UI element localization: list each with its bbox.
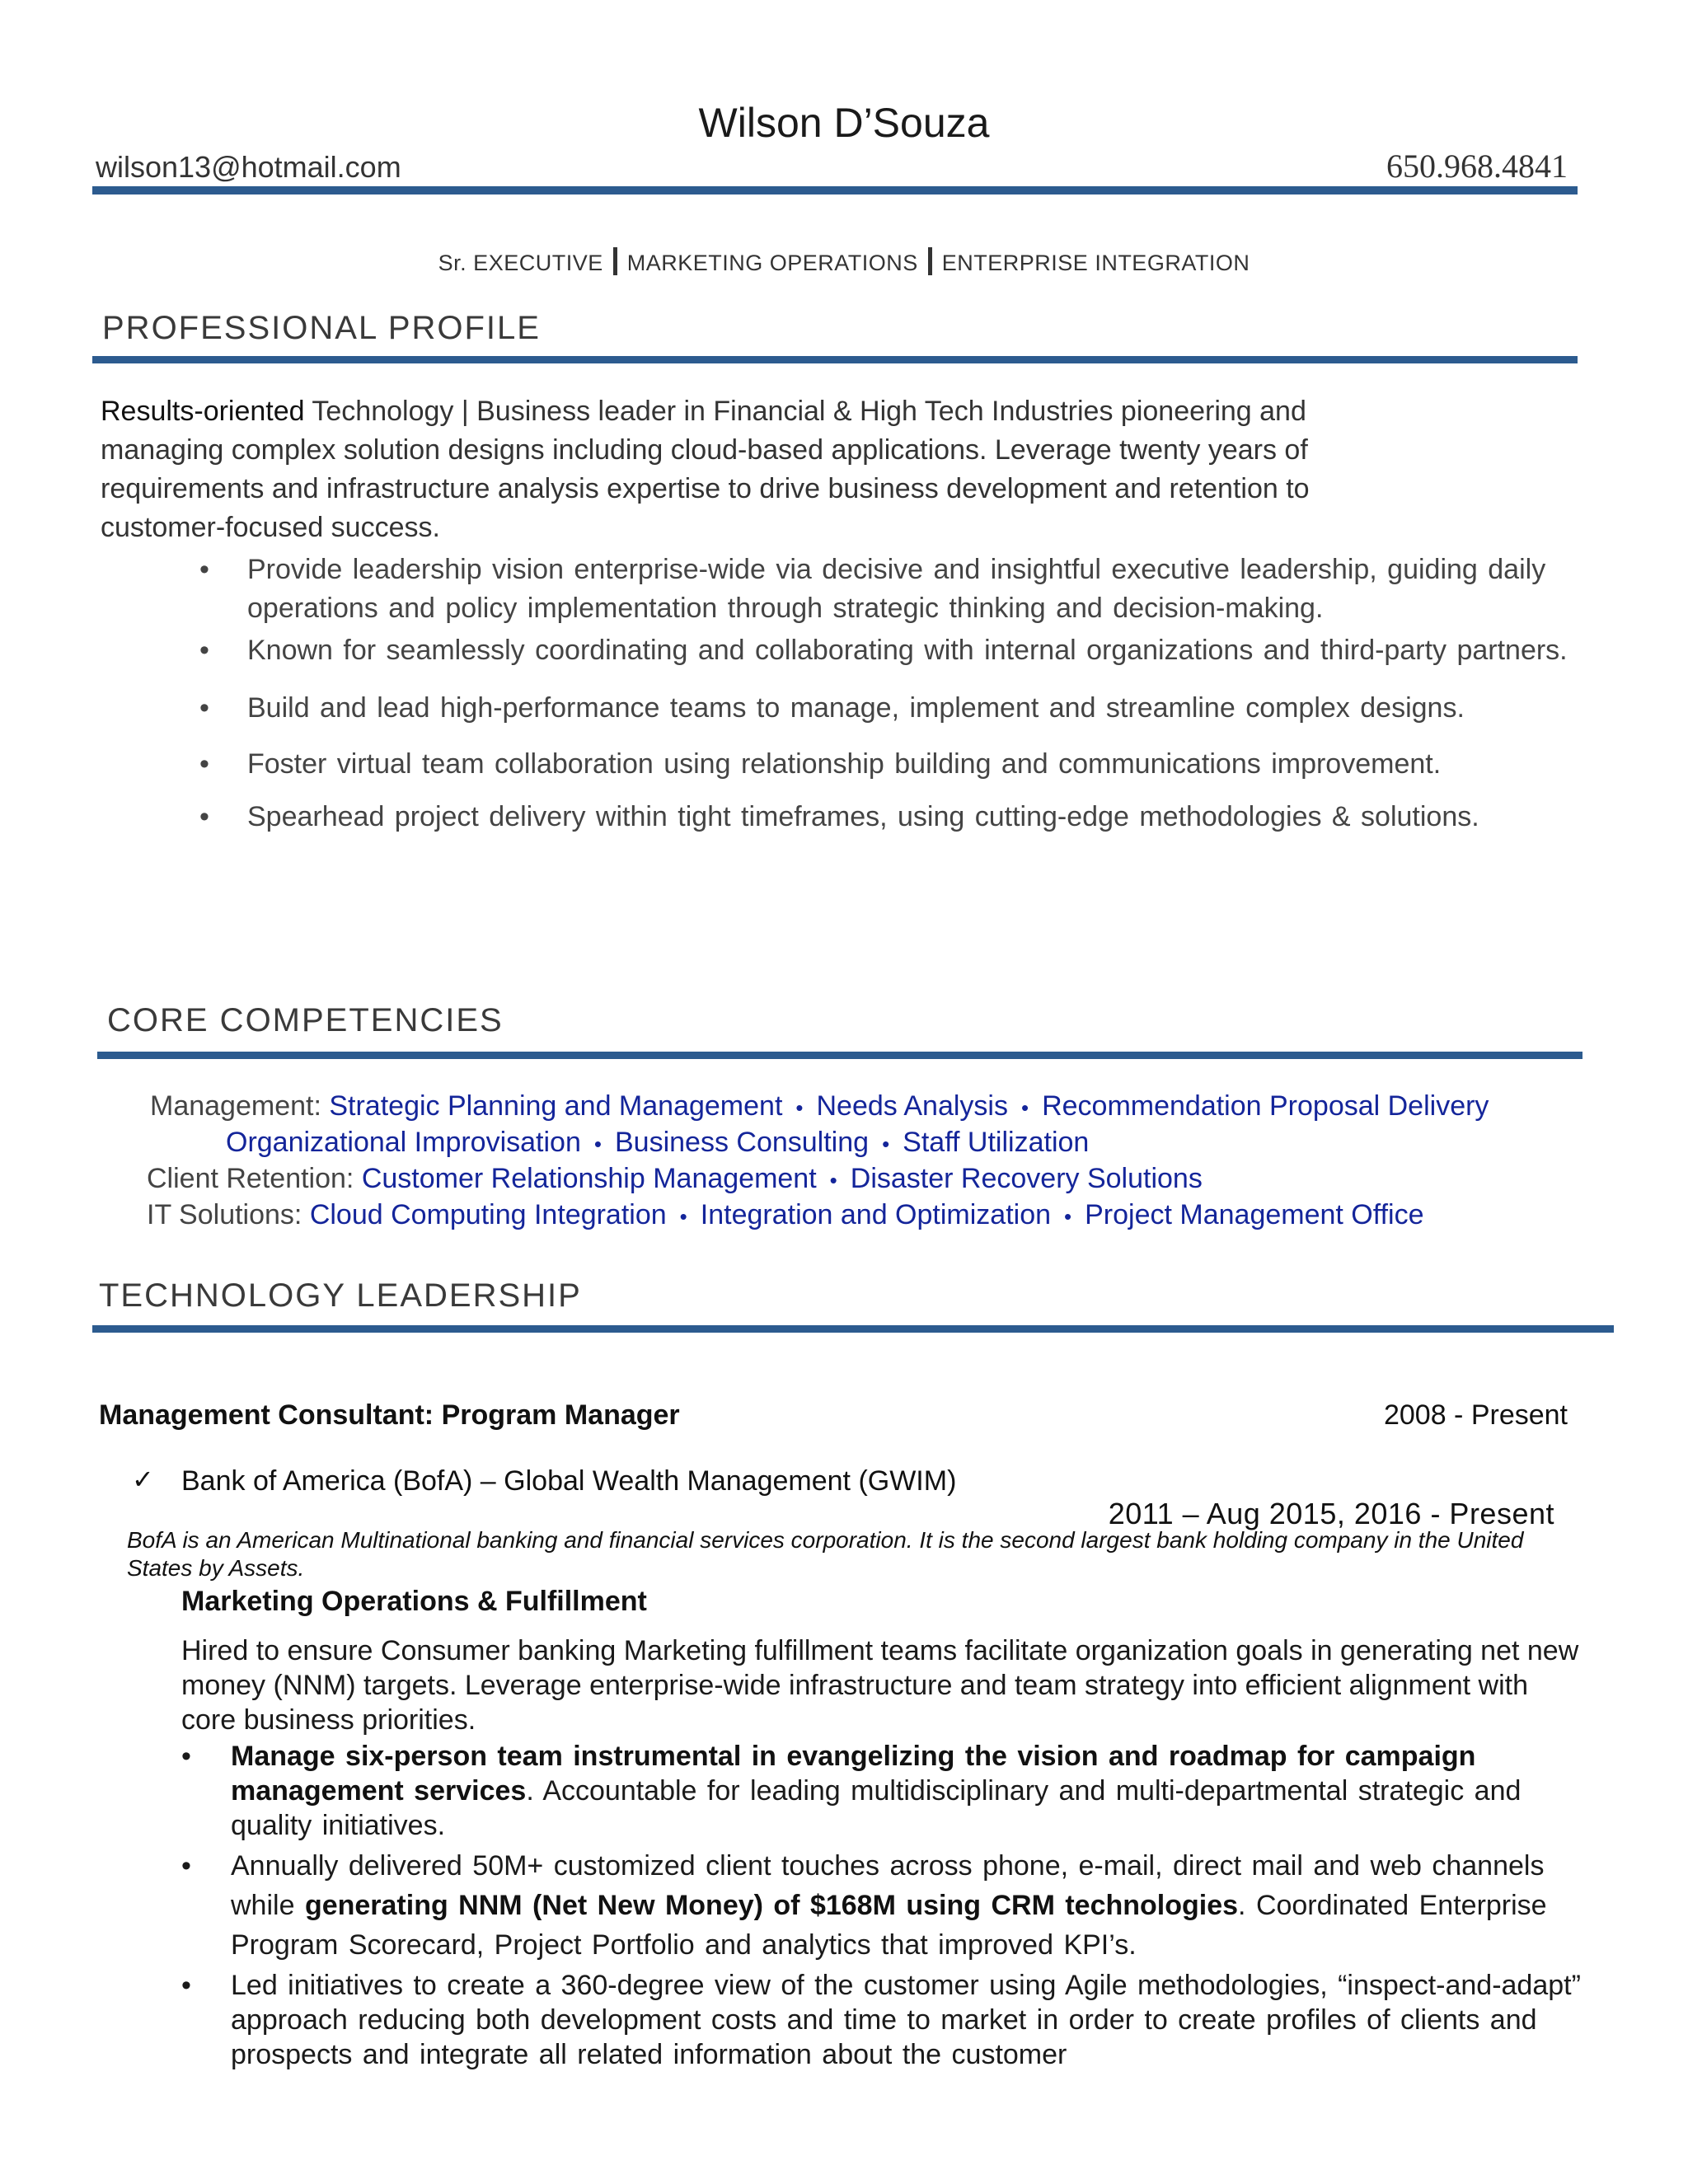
client-name: Bank of America (BofA) – Global Wealth Management (GWIM) [181, 1465, 957, 1497]
competency-item: Cloud Computing Integration [309, 1199, 667, 1230]
bullet-bold-text: generating NNM (Net New Money) of $168M using CRM technologies [304, 1890, 1239, 1921]
separator-icon: • [1020, 1095, 1029, 1120]
bullet-icon: • [199, 554, 209, 585]
profile-bullets [199, 551, 1617, 834]
bullet-icon: • [199, 692, 209, 724]
competencies-divider [97, 1052, 1582, 1059]
tagline-item: MARKETING OPERATIONS [626, 251, 918, 275]
bullet-icon: • [199, 635, 209, 666]
separator-icon: • [679, 1204, 687, 1229]
competency-label: Management: [150, 1090, 321, 1122]
tagline [0, 247, 1688, 276]
job-title: Management Consultant: Program Manager [99, 1399, 680, 1431]
candidate-name: Wilson D’Souza [698, 100, 990, 146]
separator-icon: • [882, 1132, 890, 1156]
list-item [199, 799, 1617, 834]
role-title: Marketing Operations & Fulfillment [181, 1586, 647, 1617]
list-item [181, 1846, 1599, 1965]
list-item [199, 551, 1617, 628]
separator-icon: • [593, 1132, 602, 1156]
list-item [181, 1739, 1599, 1843]
bullet-text: Foster virtual team collaboration using relationship building and communications improvement. [247, 748, 1442, 780]
profile-summary [101, 392, 1419, 547]
separator-icon: • [1064, 1204, 1072, 1229]
competencies-management-cont [226, 1124, 1578, 1162]
role-bullets [181, 1739, 1599, 2072]
bullet-icon: • [199, 748, 209, 780]
competencies-retention [147, 1160, 1564, 1198]
competencies-management [150, 1088, 1568, 1126]
competencies-it [147, 1197, 1581, 1235]
competency-item: Recommendation Proposal Delivery [1042, 1090, 1489, 1122]
competency-item: Strategic Planning and Management [329, 1090, 783, 1122]
profile-divider [92, 356, 1578, 363]
competency-label: IT Solutions: [147, 1199, 302, 1230]
section-title-profile: PROFESSIONAL PROFILE [102, 310, 541, 346]
separator-icon: • [795, 1095, 804, 1120]
section-title-leadership: TECHNOLOGY LEADERSHIP [99, 1277, 582, 1314]
competency-item: Customer Relationship Management [361, 1163, 817, 1194]
competency-item: Disaster Recovery Solutions [850, 1163, 1203, 1194]
competency-item: Integration and Optimization [700, 1199, 1052, 1230]
competency-item: Staff Utilization [903, 1127, 1090, 1158]
bullet-text: Annually delivered 50M+ customized client touches across phone, e-mail, direct mail and web channels while [231, 1850, 1545, 1921]
section-title-competencies: CORE COMPETENCIES [107, 1002, 504, 1038]
competency-item: Business Consulting [615, 1127, 870, 1158]
tagline-item: Sr. EXECUTIVE [438, 251, 603, 275]
role-description: Hired to ensure Consumer banking Marketing fulfillment teams facilitate organization goals in generating net new money (NNM) targets. Leverage enterprise-wide infrastructure and team strategy into efficient alignment with core business priorities. [181, 1635, 1579, 1736]
list-item [199, 633, 1617, 668]
profile-lead: Results-oriented [101, 396, 305, 427]
bullet-text: Spearhead project delivery within tight timeframes, using cutting-edge methodologies & solutions. [247, 801, 1479, 832]
leadership-divider [92, 1325, 1614, 1333]
competency-item: Needs Analysis [816, 1090, 1008, 1122]
bullet-text: Led initiatives to create a 360-degree view of the customer using Agile methodologies, “inspect-and-adapt” approach reducing both development costs and time to market in order to create profiles of clients and prospects and integrate all related information about the customer [231, 1970, 1581, 2070]
competency-item: Project Management Office [1085, 1199, 1424, 1230]
list-item [181, 1968, 1599, 2072]
bullet-text: Provide leadership vision enterprise-wide via decisive and insightful executive leadership, guiding daily operations and policy implementation through strategic thinking and decision-making. [247, 554, 1546, 624]
client-description: BofA is an American Multinational banking and financial services corporation. It is the second largest bank holding company in the United States by Assets. [127, 1527, 1524, 1581]
bullet-text: Known for seamlessly coordinating and collaborating with internal organizations and third-party partners. [247, 635, 1568, 666]
checkmark-icon: ✓ [132, 1465, 154, 1494]
bullet-icon: • [181, 1850, 191, 1882]
separator-icon: • [829, 1168, 837, 1193]
competency-label: Client Retention: [147, 1163, 354, 1194]
profile-summary-text: Technology | Business leader in Financial & High Tech Industries pioneering and managing complex solution designs including cloud-based applications. Leverage twenty years of requirements and infrastructure analysis expertise to drive business development and retention to customer-focused success. [101, 396, 1310, 543]
header-divider [92, 186, 1578, 194]
bullet-text: Build and lead high-performance teams to manage, implement and streamline complex designs. [247, 692, 1465, 724]
bullet-bold-text: Manage six-person team instrumental in evangelizing the vision and roadmap for campaign management services [231, 1741, 1476, 1807]
bullet-text: . Coordinated Enterprise Program Scorecard, Project Portfolio and analytics that improved KPI’s. [231, 1890, 1547, 1961]
list-item [199, 691, 1617, 725]
job-dates: 2008 - Present [1383, 1399, 1568, 1431]
tagline-item: ENTERPRISE INTEGRATION [941, 251, 1250, 275]
bullet-icon: • [199, 801, 209, 832]
tagline-separator [928, 247, 932, 275]
email-address[interactable]: wilson13@hotmail.com [96, 150, 401, 184]
phone-number: 650.968.4841 [1386, 148, 1568, 185]
tagline-separator [613, 247, 617, 275]
list-item [199, 747, 1617, 781]
bullet-icon: • [181, 1741, 191, 1772]
client-dates: 2011 – Aug 2015, 2016 - Present [1108, 1497, 1554, 1530]
competency-item: Organizational Improvisation [226, 1127, 581, 1158]
bullet-icon: • [181, 1970, 191, 2001]
bullet-text: . Accountable for leading multidisciplinary and multi-departmental strategic and quality initiatives. [231, 1775, 1522, 1841]
